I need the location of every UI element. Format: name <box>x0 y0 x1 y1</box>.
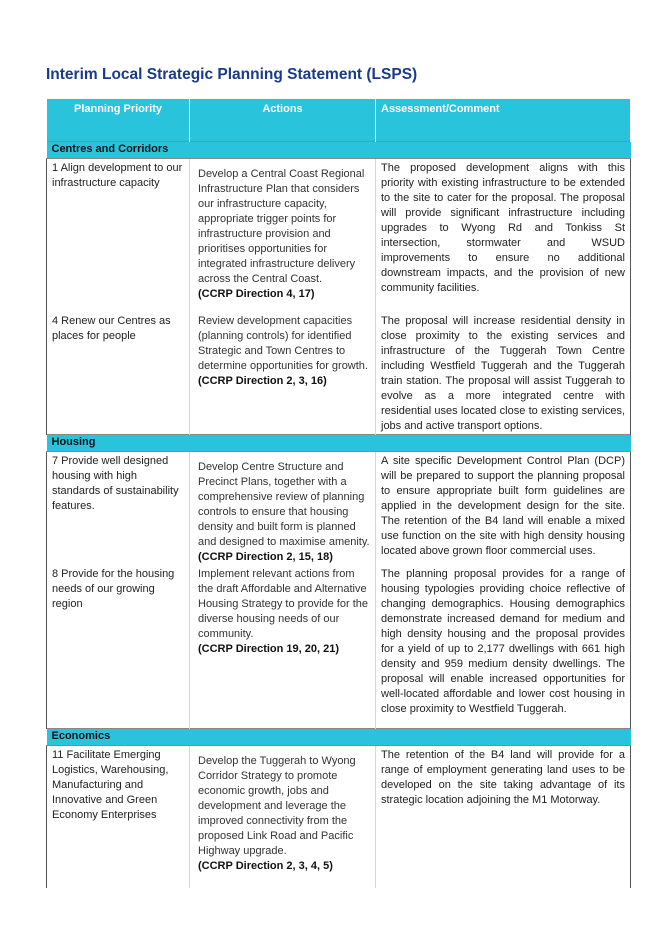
table-row <box>47 302 631 435</box>
column-header-planning-priority: Planning Priority <box>47 99 190 142</box>
section-title-centres-and-corridors: Centres and Corridors <box>47 142 631 159</box>
section-title-economics: Economics <box>47 728 631 745</box>
table-row <box>47 565 631 728</box>
column-header-actions: Actions <box>190 99 376 142</box>
table-row <box>47 745 631 874</box>
planning-priority-cell: 1 Align development to our infrastructure capacity <box>47 159 190 303</box>
action-cell <box>190 302 376 435</box>
planning-priority-cell: 4 Renew our Centres as places for people <box>47 302 190 435</box>
ccrp-direction: (CCRP Direction 2, 15, 18) <box>198 551 333 563</box>
action-text: Implement relevant actions from the draft Affordable and Alternative Housing Strategy to provide for the diverse housing needs of our community. <box>198 568 368 640</box>
action-cell <box>190 452 376 566</box>
planning-priority-cell: 11 Facilitate Emerging Logistics, Warehousing, Manufacturing and Innovative and Green Economy Enterprises <box>47 745 190 874</box>
action-text: Develop the Tuggerah to Wyong Corridor Strategy to promote economic growth, jobs and development and leverage the improved connectivity from the proposed Link Road and Pacific Highway upgrade. <box>198 754 356 857</box>
action-text: Develop Centre Structure and Precinct Plans, together with a comprehensive review of planning controls to ensure that housing density and built form is planned and designed to maximise amenity. <box>198 461 370 548</box>
action-text: Develop a Central Coast Regional Infrastructure Plan that considers our infrastructure capacity, appropriate trigger points for infrastructure provision and prioritises opportunities for integrated infrastructure delivery across the Central Coast. <box>198 168 365 285</box>
section-header-row <box>47 142 631 159</box>
assessment-comment-cell: The proposed development aligns with this priority with existing infrastructure to be extended to the site to cater for the proposal. The proposal will provide significant infrastructure including upgrades to Wyong Rd and Tonkiss St intersection, stormwater and WSUD improvements to ensure no additional downstream impacts, and the provision of new community facilities. <box>376 159 631 303</box>
assessment-comment-cell: The planning proposal provides for a range of housing typologies providing choice reflective of changing demographics. Housing demographics demonstrate increased demand for medium and high density housing and the proposal provides for a yield of up to 2,177 dwellings with 661 high density and 959 medium density dwellings. The proposal will enable increased opportunities for well-located affordable and lower cost housing in close proximity to Westfield Tuggerah. <box>376 565 631 728</box>
ccrp-direction: (CCRP Direction 19, 20, 21) <box>198 643 340 655</box>
action-cell <box>190 565 376 728</box>
action-cell <box>190 159 376 303</box>
assessment-comment-cell: The proposal will increase residential density in close proximity to the existing services and infrastructure of the Tuggerah Town Centre including Westfield Tuggerah and the Tuggerah train station. The proposal will assist Tuggerah to evolve as a more integrated centre with residential uses located close to existing services, jobs and active transport options. <box>376 302 631 435</box>
action-text: Review development capacities (planning controls) for identified Strategic and Town Centres to determine opportunities for growth. <box>198 315 368 372</box>
section-header-row <box>47 435 631 452</box>
assessment-comment-cell: A site specific Development Control Plan (DCP) will be prepared to support the planning proposal to ensure appropriate built form guidelines are applied in the development design for the site. The retention of the B4 land will enable a mixed use function on the site with high density housing located above grown floor commercial uses. <box>376 452 631 566</box>
table-row-continued <box>47 874 631 888</box>
assessment-comment-cell: The retention of the B4 land will provide for a range of employment generating land uses to be developed on the site taking advantage of its strategic location adjoining the M1 Motorway. <box>376 745 631 874</box>
planning-priority-cell: 7 Provide well designed housing with high standards of sustainability features. <box>47 452 190 566</box>
ccrp-direction: (CCRP Direction 2, 3, 16) <box>198 375 327 387</box>
ccrp-direction: (CCRP Direction 4, 17) <box>198 288 315 300</box>
section-title-housing: Housing <box>47 435 631 452</box>
lsps-table <box>46 99 631 888</box>
action-cell <box>190 745 376 874</box>
table-row <box>47 452 631 566</box>
column-header-assessment-comment: Assessment/Comment <box>376 99 631 142</box>
section-header-row <box>47 728 631 745</box>
planning-priority-cell: 8 Provide for the housing needs of our growing region <box>47 565 190 728</box>
ccrp-direction: (CCRP Direction 2, 3, 4, 5) <box>198 859 333 872</box>
empty-cell <box>47 874 190 888</box>
empty-cell <box>376 874 631 888</box>
page-title: Interim Local Strategic Planning Statement (LSPS) <box>46 66 418 83</box>
table-row <box>47 159 631 303</box>
empty-cell <box>190 874 376 888</box>
table-header-row <box>47 99 631 142</box>
